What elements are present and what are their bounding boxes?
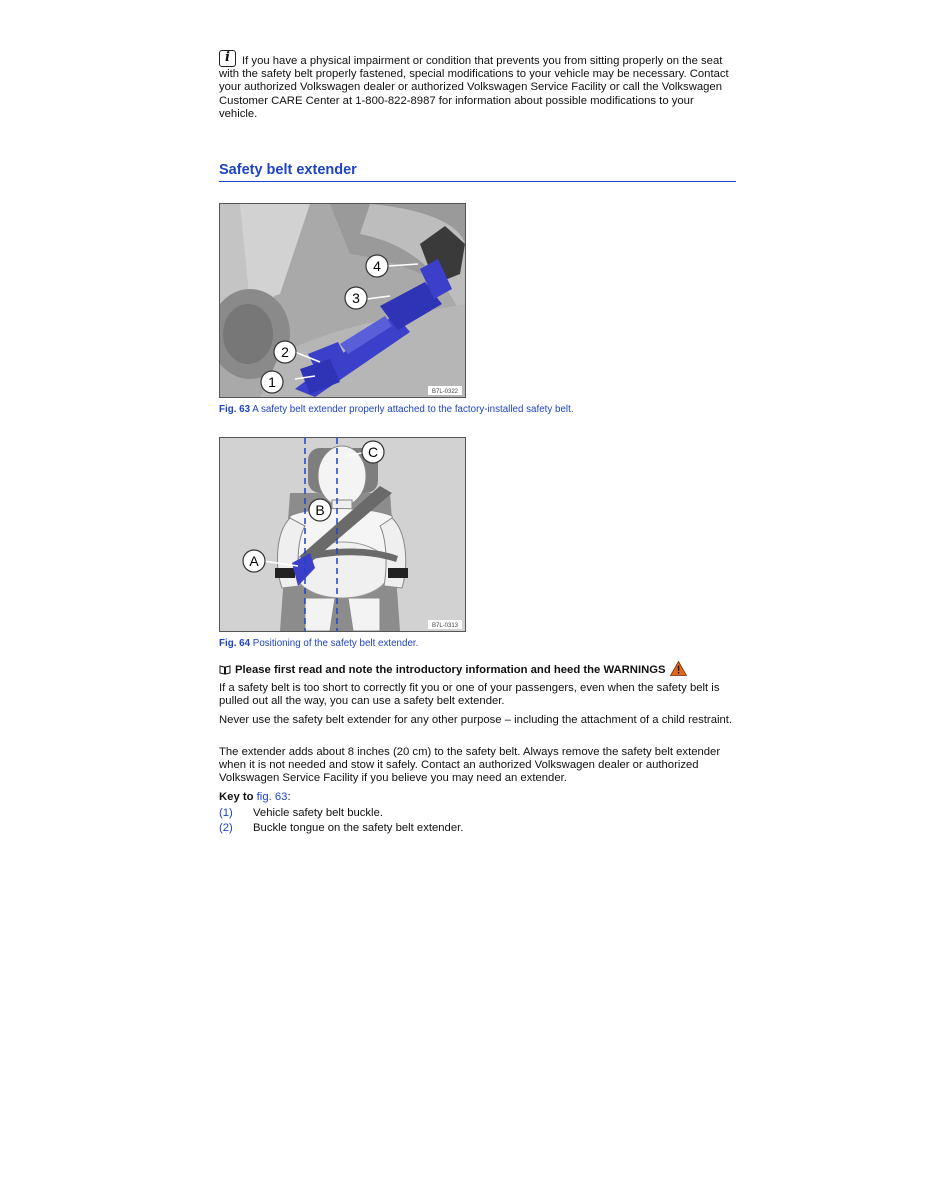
callout-1-label: 1 — [268, 374, 276, 390]
callout-c-label: C — [367, 444, 379, 460]
callout-4-label: 4 — [373, 258, 381, 274]
belt-positioning-illustration — [220, 438, 465, 631]
figure-64-illustration — [219, 437, 466, 632]
callout-c — [362, 441, 384, 463]
callout-2 — [274, 341, 296, 363]
fig-63-link[interactable]: fig. 63 — [256, 791, 288, 803]
callout-2-label: 2 — [281, 344, 289, 360]
book-icon — [219, 665, 231, 678]
warning-triangle-icon — [670, 661, 687, 679]
callout-a-label: A — [249, 553, 259, 569]
key-item-number: (2) — [219, 822, 233, 834]
paragraph-3: The extender adds about 8 inches (20 cm) to the safety belt. Always remove the safety belt extender when it is not needed and stow it safely. Contact an authorized Volkswagen dealer or authorized Volkswagen Service Facility if you believe you may need an extender. — [219, 746, 721, 785]
figure-63-label: Fig. 63 — [219, 404, 251, 415]
figure-63-code: B7L-0322 — [431, 389, 459, 395]
figure-64-caption-text: Positioning of the safety belt extender. — [252, 638, 419, 649]
section-heading: Safety belt extender — [219, 161, 736, 182]
key-item — [219, 807, 383, 819]
callout-3-label: 3 — [352, 290, 360, 306]
figure-64-label: Fig. 64 — [219, 638, 251, 649]
callout-4 — [366, 255, 388, 277]
key-item-number: (1) — [219, 807, 233, 819]
figure-64-caption — [219, 638, 418, 649]
callout-b — [309, 499, 331, 521]
paragraph-2: Never use the safety belt extender for any other purpose – including the attachment of a child restraint. — [219, 714, 733, 726]
figure-64-code: B7L-0313 — [431, 623, 459, 629]
key-item-text: Buckle tongue on the safety belt extender. — [253, 822, 464, 834]
belt-extender-illustration — [220, 204, 465, 397]
figure-63-illustration — [219, 203, 466, 398]
key-title-suffix: : — [287, 791, 291, 803]
info-icon: i — [219, 50, 236, 67]
intro-note — [219, 50, 735, 121]
key-title — [219, 791, 291, 803]
callout-b-label: B — [315, 502, 325, 518]
read-note-text: Please first read and note the introductory information and heed the WARNINGS — [235, 664, 666, 676]
intro-text: If you have a physical impairment or condition that prevents you from sitting properly on the seat with the safety belt properly fastened, special modifications to your vehicle may be necessary. Contact your authorized Volkswagen dealer or authorized Volkswagen Service Facility or call the Volkswagen Customer CARE Center at 1-800-822-8987 for information about possible modifications to your vehicle. — [219, 55, 729, 120]
callout-3 — [345, 287, 367, 309]
paragraph-1: If a safety belt is too short to correctly fit you or one of your passengers, even when the safety belt is pulled out all the way, you can use a safety belt extender. — [219, 682, 720, 708]
key-title-label: Key to — [219, 791, 254, 803]
key-item-text: Vehicle safety belt buckle. — [253, 807, 383, 819]
key-item — [219, 822, 463, 834]
figure-63-caption — [219, 404, 574, 415]
callout-a — [243, 550, 265, 572]
figure-63-caption-text: A safety belt extender properly attached to the factory-installed safety belt. — [252, 404, 574, 415]
read-note — [219, 661, 687, 679]
callout-1 — [261, 371, 283, 393]
